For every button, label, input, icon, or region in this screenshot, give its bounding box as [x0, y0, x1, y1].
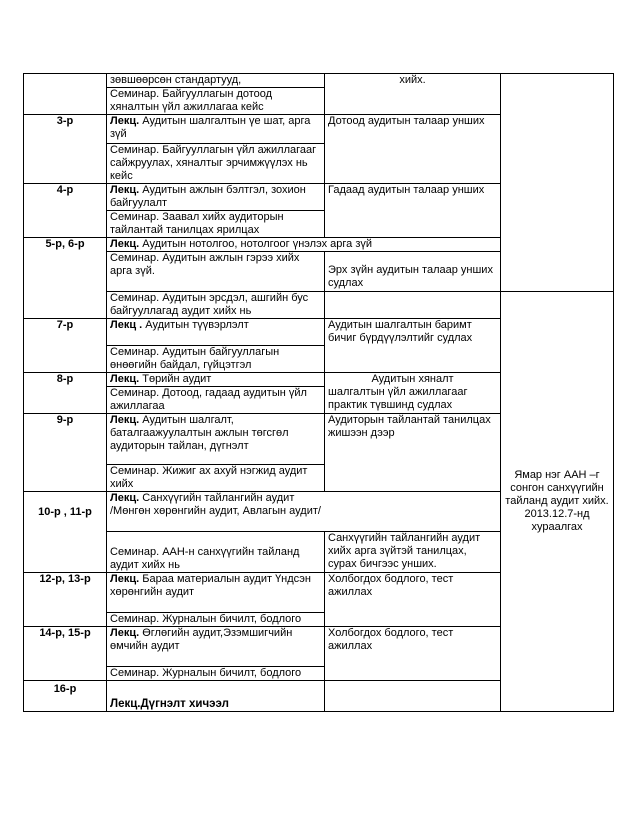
course-schedule-table — [23, 73, 614, 712]
week-cell — [24, 74, 107, 115]
lecture-label: Лекц. — [110, 573, 140, 585]
seminar-cell: Семинар. ААН-н санхүүгийн тайланд аудит хийх нь — [107, 532, 325, 573]
reading-cell: Аудиторын тайлантай танилцах жишээн дээр — [325, 414, 501, 492]
lecture-text: Аудитын нотолгоо, нотолгоог үнэлэх арга зүй — [139, 238, 373, 250]
reading-cell: Санхүүгийн тайлангийн аудит хийх арга зүйтэй танилцах, сурах бичгээс унших. — [325, 532, 501, 573]
lecture-text: Бараа материалын аудит Үндсэн хөрөнгийн аудит — [110, 573, 311, 598]
lecture-label: Лекц. — [110, 627, 140, 639]
seminar-cell: Семинар. Журналын бичилт, бодлого — [107, 613, 325, 627]
lecture-label: Лекц. — [110, 238, 140, 250]
seminar-cell: Семинар. Байгууллагын дотоод хяналтын үйл ажиллагаа кейс — [107, 88, 325, 115]
lecture-text: Аудитын шалгалтын үе шат, арга зүй — [110, 115, 311, 140]
seminar-cell: Семинар. Байгууллагын үйл ажиллагааг сайжруулах, хяналтыг эрчимжүүлэх нь кейс — [107, 144, 325, 184]
lecture-cell — [107, 319, 325, 346]
lecture-text: Санхүүгийн тайлангийн аудит — [139, 492, 295, 504]
week-cell: 12-р, 13-р — [24, 573, 107, 627]
seminar-cell: Семинар. Жижиг ах ахуй нэгжид аудит хийх — [107, 465, 325, 492]
reading-cell: Дотоод аудитын талаар унших — [325, 115, 501, 184]
lecture-cell — [107, 184, 325, 211]
seminar-cell: Семинар. Аудитын ажлын гэрээ хийх арга зүй. — [107, 252, 325, 292]
week-cell: 5-р, 6-р — [24, 238, 107, 319]
reading-cell — [325, 681, 501, 712]
lecture-cell: Лекц.Дүгнэлт хичээл — [107, 681, 325, 712]
reading-heading: Аудитын хяналт — [371, 373, 454, 385]
reading-cell: Холбогдох бодлого, тест ажиллах — [325, 627, 501, 681]
table-row — [24, 292, 614, 319]
lecture-cell — [107, 373, 325, 387]
week-cell: 8-р — [24, 373, 107, 414]
lecture-text: Аудитын ажлын бэлтгэл, зохион байгуулалт — [110, 184, 306, 209]
lecture-cell — [107, 627, 325, 667]
lecture-text: Аудитын түүвэрлэлт — [142, 319, 249, 331]
assignment-cell — [501, 74, 614, 292]
lecture-label: Лекц . — [110, 319, 143, 331]
week-cell: 10-р , 11-р — [24, 492, 107, 573]
lecture-cell — [107, 115, 325, 144]
lecture-label: Лекц. — [110, 184, 140, 196]
lecture-text-line2: /Мөнгөн хөрөнгийн аудит, Авлагын аудит/ — [110, 505, 321, 517]
week-cell: 9-р — [24, 414, 107, 492]
table-row — [24, 74, 614, 88]
week-cell: 4-р — [24, 184, 107, 238]
lecture-cell — [107, 573, 325, 613]
lecture-cell — [107, 414, 325, 465]
week-cell: 3-р — [24, 115, 107, 184]
lecture-text: Төрийн аудит — [139, 373, 212, 385]
week-cell: 7-р — [24, 319, 107, 373]
reading-text: шалгалтын үйл ажиллагааг практик түвшинд судлах — [328, 386, 468, 411]
week-cell: 16-р — [24, 681, 107, 712]
lecture-label: Лекц. — [110, 414, 140, 426]
reading-cell — [325, 373, 501, 414]
lecture-cell — [107, 492, 501, 532]
lecture-cell — [107, 238, 501, 252]
lecture-text: Аудитын шалгалт, баталгаажуулалтын ажлын төгсгөл аудиторын тайлан, дүгнэлт — [110, 414, 289, 452]
reading-cell: Холбогдох бодлого, тест ажиллах — [325, 573, 501, 627]
seminar-cell: Семинар. Аудитын эрсдэл, ашгийн бус байгууллагад аудит хийх нь — [107, 292, 325, 319]
lecture-label: Лекц. — [110, 115, 140, 127]
assignment-cell: Ямар нэг ААН –г сонгон санхүүгийн тайланд аудит хийх. 2013.12.7-нд хураалгах — [501, 292, 614, 712]
topic-cell: зөвшөөрсөн стандартууд, — [107, 74, 325, 88]
seminar-cell: Семинар. Дотоод, гадаад аудитын үйл ажиллагаа — [107, 387, 325, 414]
seminar-cell: Семинар. Журналын бичилт, бодлого — [107, 667, 325, 681]
reading-cell: Эрх зүйн аудитын талаар унших судлах — [325, 252, 501, 292]
week-cell: 14-р, 15-р — [24, 627, 107, 681]
seminar-cell: Семинар. Заавал хийх аудиторын тайлантай танилцах ярилцах — [107, 211, 325, 238]
lecture-text: Өглөгийн аудит,Эзэмшигчийн өмчийн аудит — [110, 627, 293, 652]
reading-cell: Гадаад аудитын талаар унших — [325, 184, 501, 238]
reading-cell: Аудитын шалгалтын баримт бичиг бүрдүүлэлтийг судлах — [325, 319, 501, 373]
reading-cell — [325, 292, 501, 319]
seminar-cell: Семинар. Аудитын байгууллагын өнөөгийн байдал, гүйцэтгэл — [107, 346, 325, 373]
lecture-label: Лекц. — [110, 373, 140, 385]
lecture-label: Лекц. — [110, 492, 140, 504]
reading-cell: хийх. — [325, 74, 501, 115]
